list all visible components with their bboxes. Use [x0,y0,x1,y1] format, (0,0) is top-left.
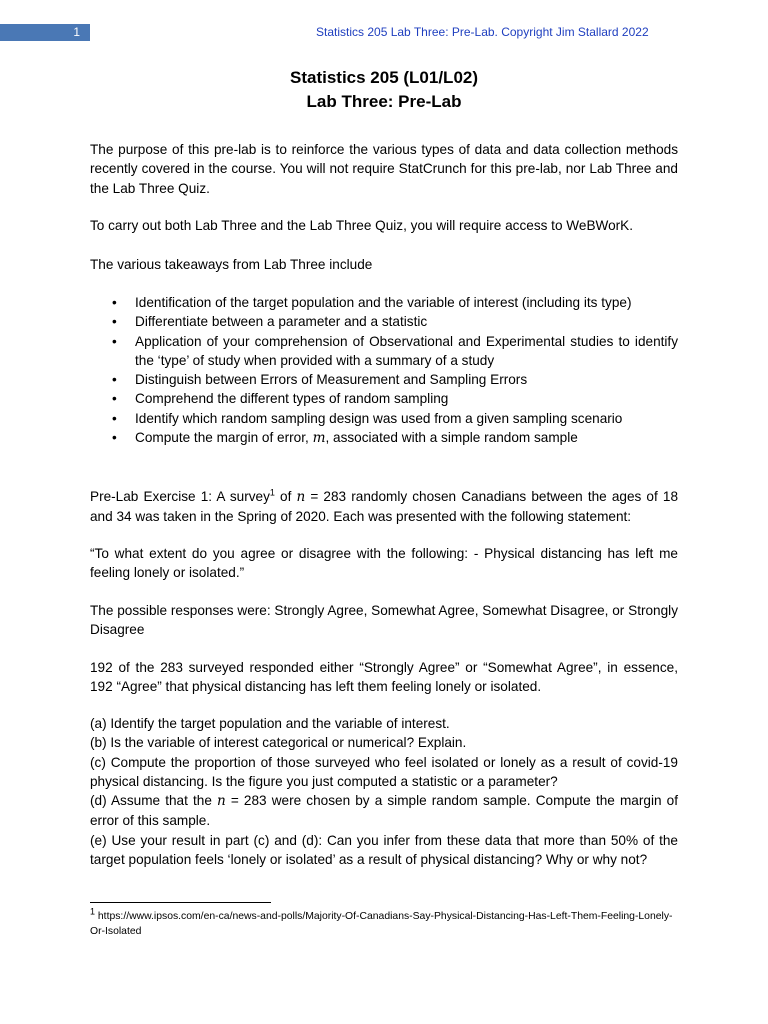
bullet-icon: • [112,391,117,407]
math-equation: = 283 [305,489,347,504]
part-d-text: were chosen by a simple random sample. Compute the margin of error of this sample. [90,793,678,829]
bullet-icon: • [112,430,117,446]
list-item-text: Distinguish between Errors of Measurement and Sampling Errors [135,372,528,388]
list-item [90,389,678,408]
part-e: (e) Use your result in part (c) and (d): Can you infer from these data that more than 50% of the target population feels ‘lonely or isolated’ as a result of physical distancing? Why or why not? [90,832,678,868]
math-symbol: n [217,793,226,810]
list-item-text: Identify which random sampling design was used from a given sampling scenario [135,410,623,426]
possible-responses: The possible responses were: Strongly Agree, Somewhat Agree, Somewhat Disagree, or Strongly Disagree [90,603,678,638]
exercise-1-paragraph [90,487,678,527]
math-symbol: m [312,430,326,447]
list-item [90,370,678,389]
intro-paragraph: The purpose of this pre-lab is to reinforce the various types of data and data collection methods recently covered in the course. You will not require StatCrunch for this pre-lab, nor Lab Three and the Lab Three Quiz. [90,142,678,196]
webwork-paragraph: To carry out both Lab Three and the Lab Three Quiz, you will require access to WeBWorK. [90,218,634,233]
list-item [90,428,678,448]
math-symbol: n [296,489,306,505]
list-item-text: Identification of the target population and the variable of interest (including its type) [135,295,632,310]
footnote-reference: 1 [269,487,275,498]
exercise-label: Pre-Lab Exercise 1: [90,489,213,504]
footnote-marker: 1 [90,906,96,917]
list-item [90,332,678,371]
list-item-text: Differentiate between a parameter and a statistic [135,314,428,330]
part-d [90,791,678,831]
bullet-icon: • [112,314,117,330]
document-subtitle: Lab Three: Pre-Lab [306,92,462,111]
exercise-text: randomly chosen Canadians between the ages of 18 and 34 was taken in the Spring of 2020. Each was presented with the following statement: [90,489,678,525]
list-item [90,409,678,428]
math-equation: = 283 [225,793,267,809]
list-item-text: Application of your comprehension of Observational and Experimental studies to identify the ‘type’ of study when provided with a summary of a study [135,333,678,368]
part-b: (b) Is the variable of interest categorical or numerical? Explain. [90,735,467,751]
part-c: (c) Compute the proportion of those surveyed who feel isolated or lonely as a result of covid-19 physical distancing. Is the figure you just computed a statistic or a parameter? [90,754,678,789]
footnote [90,906,678,940]
list-item-text: Comprehend the different types of random sampling [135,391,449,407]
footnote-divider [90,902,271,903]
list-item [90,293,678,312]
bullet-icon: • [112,333,117,349]
page-number-tab: 1 [0,24,90,41]
footnote-link[interactable]: https://www.ipsos.com/en-ca/news-and-polls/Majority-Of-Canadians-Say-Physical-Distancing-Has-Left-Them-Feeling-Lonely-Or-Isolated [90,911,673,937]
exercise-parts [90,714,678,869]
bullet-icon: • [112,295,117,310]
bullet-icon: • [112,372,117,388]
document-title: Statistics 205 (L01/L02) [289,68,479,87]
running-header: Statistics 205 Lab Three: Pre-Lab. Copyright Jim Stallard 2022 [316,25,649,39]
exercise-text: A survey [212,489,270,504]
list-item-text: , associated with a simple random sample [325,430,578,446]
list-item [90,312,678,331]
takeaways-intro: The various takeaways from Lab Three include [90,257,373,272]
bullet-icon: • [112,410,117,426]
exercise-text: of [274,489,297,504]
takeaways-list [90,293,678,448]
list-item-text: Compute the margin of error, [135,430,313,446]
agree-count-paragraph: 192 of the 283 surveyed responded either “Strongly Agree” or “Somewhat Agree”, in essence, 192 “Agree” that physical distancing has left them feeling lonely or isolated. [90,660,678,695]
part-d-text: (d) Assume that the [90,793,217,809]
part-a: (a) Identify the target population and the variable of interest. [90,716,450,731]
survey-statement: “To what extent do you agree or disagree with the following: - Physical distancing has left me feeling lonely or isolated.” [90,546,678,581]
